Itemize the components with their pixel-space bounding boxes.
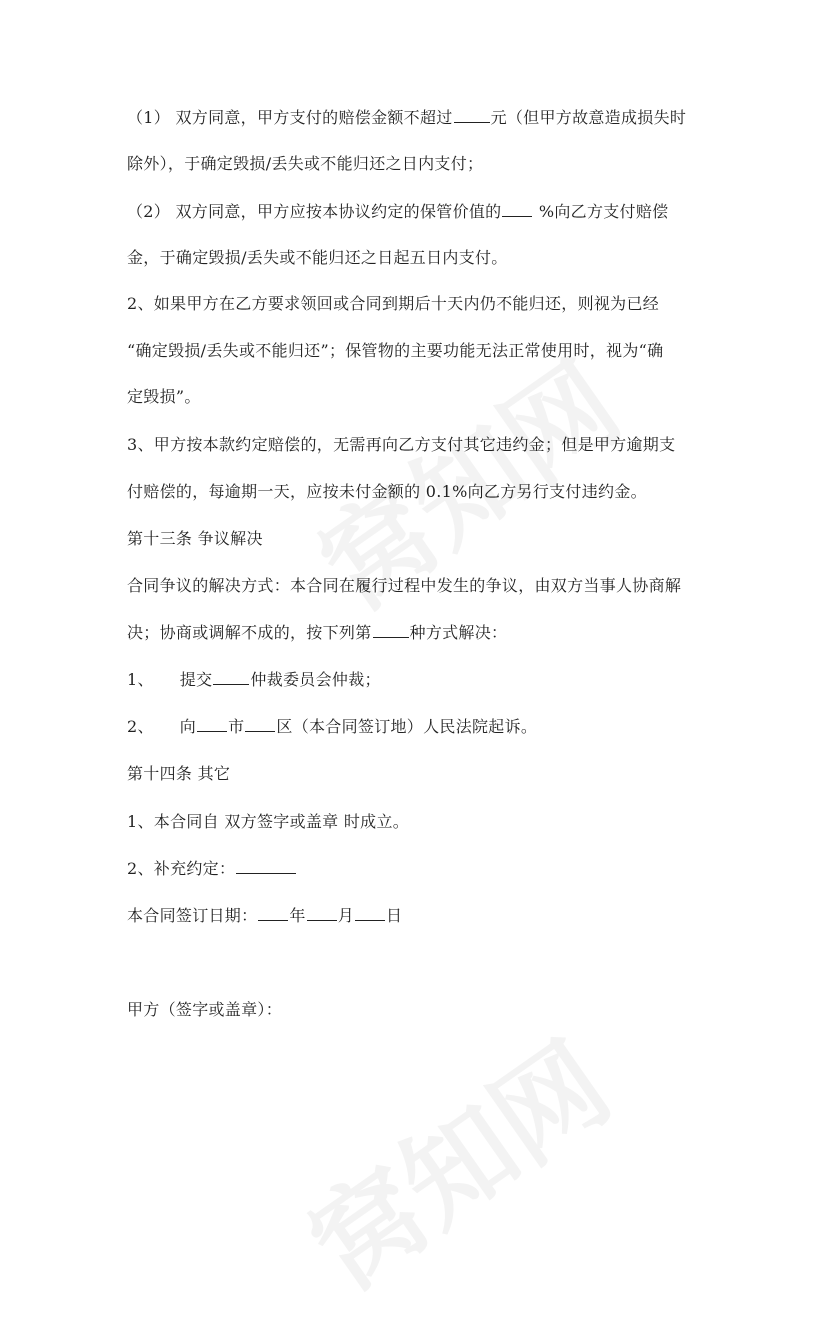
paragraph-line: （2） 双方同意，甲方应按本协议约定的保管价值的 %向乙方支付赔偿 — [127, 202, 669, 221]
party-a-signature-label: 甲方（签字或盖章）： — [127, 1000, 283, 1019]
signing-date: 本合同签订日期： 年 月 日 — [127, 906, 403, 925]
paragraph-line: 3、甲方按本款约定赔偿的，无需再向乙方支付其它违约金；但是甲方逾期支 — [127, 435, 676, 454]
paragraph-line: 金，于确定毁损/丢失或不能归还之日起五日内支付。 — [127, 248, 508, 267]
section-heading: 第十三条 争议解决 — [127, 529, 263, 548]
paragraph-line: 2、如果甲方在乙方要求领回或合同到期后十天内仍不能归还，则视为已经 — [127, 294, 660, 313]
blank-field — [373, 622, 409, 638]
paragraph-line: 合同争议的解决方式：本合同在履行过程中发生的争议，由双方当事人协商解 — [127, 576, 682, 595]
blank-field — [454, 107, 490, 123]
paragraph-line: “确定毁损/丢失或不能归还”；保管物的主要功能无法正常使用时，视为“确 — [127, 341, 664, 360]
paragraph-line: 定毁损”。 — [127, 387, 201, 406]
paragraph-line: 付赔偿的，每逾期一天，应按未付金额的 0.1%向乙方另行支付违约金。 — [127, 482, 647, 501]
blank-field — [258, 905, 288, 921]
paragraph-line: 1、本合同自 双方签字或盖章 时成立。 — [127, 812, 410, 831]
blank-field — [197, 716, 227, 732]
list-item: 1、 提交 仲裁委员会仲裁； — [127, 670, 381, 689]
watermark — [275, 1000, 636, 1318]
blank-field — [502, 201, 532, 217]
blank-field — [355, 905, 385, 921]
blank-field — [213, 669, 249, 685]
paragraph-line: （1） 双方同意，甲方支付的赔偿金额不超过 元（但甲方故意造成损失时 — [127, 108, 687, 127]
paragraph-line: 2、补充约定： — [127, 858, 297, 880]
section-heading: 第十四条 其它 — [127, 764, 231, 783]
list-item: 2、 向 市 区（本合同签订地）人民法院起诉。 — [127, 717, 538, 736]
blank-field — [245, 716, 275, 732]
paragraph-line: 除外），于确定毁损/丢失或不能归还之日内支付； — [127, 154, 484, 173]
blank-field — [236, 858, 296, 874]
paragraph-line: 决；协商或调解不成的，按下列第 种方式解决： — [127, 623, 508, 642]
blank-field — [307, 905, 337, 921]
